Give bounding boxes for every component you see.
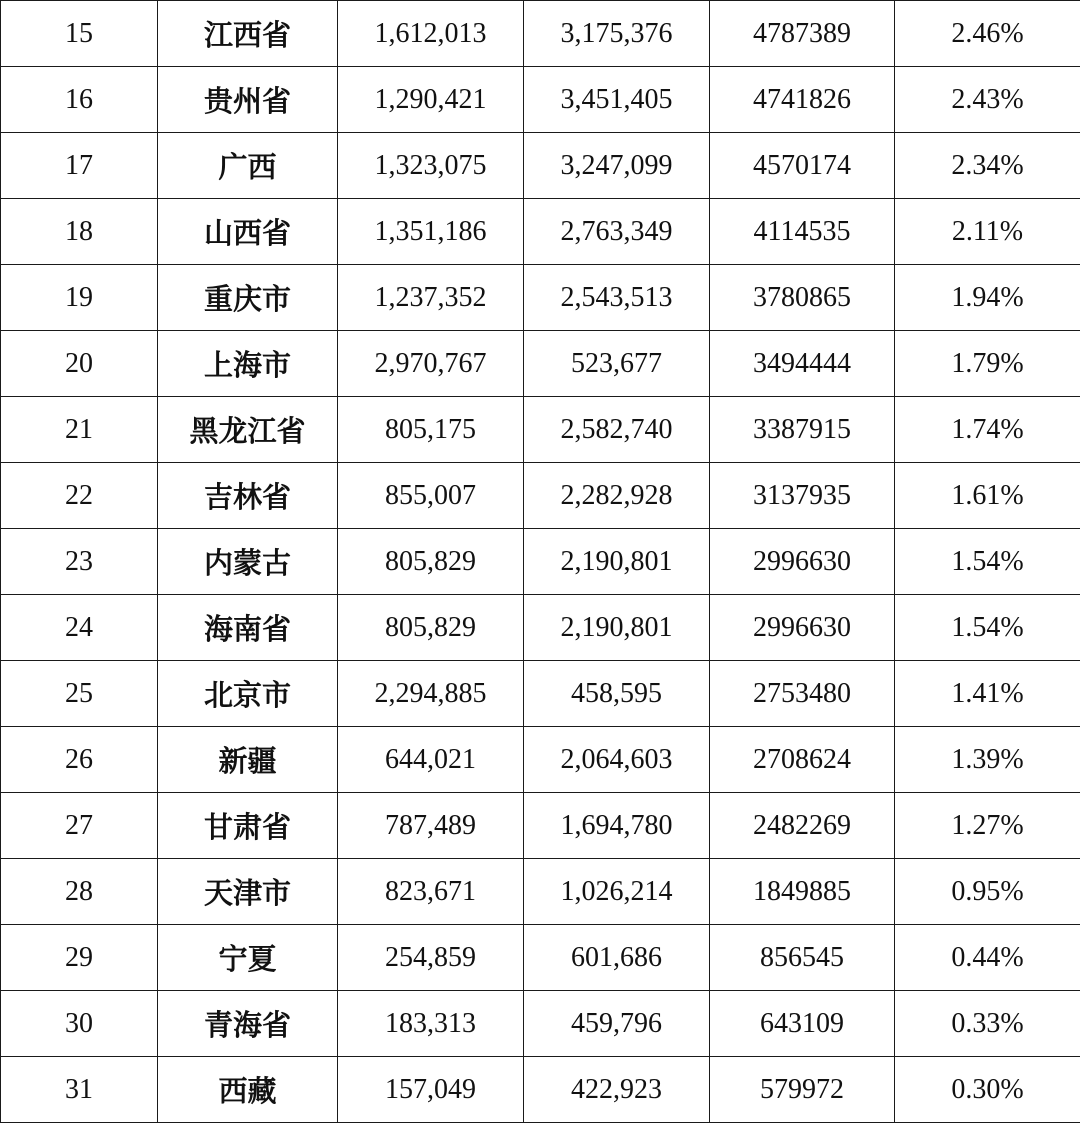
table-row [1, 463, 1080, 529]
total-cell: 1849885 [710, 859, 895, 925]
province-name-cell: 吉林省 [158, 463, 338, 529]
value-b-cell: 2,582,740 [524, 397, 710, 463]
value-a-cell: 1,323,075 [338, 133, 524, 199]
value-a-cell: 787,489 [338, 793, 524, 859]
rank-cell: 29 [1, 925, 158, 991]
rank-cell: 28 [1, 859, 158, 925]
value-b-cell: 2,064,603 [524, 727, 710, 793]
rank-cell: 30 [1, 991, 158, 1057]
value-a-cell: 823,671 [338, 859, 524, 925]
share-percent-cell: 1.54% [895, 529, 1080, 595]
value-a-cell: 254,859 [338, 925, 524, 991]
share-percent-cell: 1.39% [895, 727, 1080, 793]
value-a-cell: 1,290,421 [338, 67, 524, 133]
table-row [1, 265, 1080, 331]
value-b-cell: 1,694,780 [524, 793, 710, 859]
share-percent-cell: 1.41% [895, 661, 1080, 727]
province-name-cell: 上海市 [158, 331, 338, 397]
value-b-cell: 2,763,349 [524, 199, 710, 265]
rank-cell: 16 [1, 67, 158, 133]
value-b-cell: 459,796 [524, 991, 710, 1057]
share-percent-cell: 1.94% [895, 265, 1080, 331]
province-name-cell: 北京市 [158, 661, 338, 727]
value-a-cell: 644,021 [338, 727, 524, 793]
province-name-cell: 新疆 [158, 727, 338, 793]
table-row [1, 133, 1080, 199]
province-name-cell: 贵州省 [158, 67, 338, 133]
value-b-cell: 3,247,099 [524, 133, 710, 199]
total-cell: 3780865 [710, 265, 895, 331]
value-b-cell: 3,175,376 [524, 1, 710, 67]
total-cell: 2996630 [710, 595, 895, 661]
value-a-cell: 1,351,186 [338, 199, 524, 265]
value-a-cell: 1,237,352 [338, 265, 524, 331]
total-cell: 2708624 [710, 727, 895, 793]
table-row [1, 991, 1080, 1057]
province-name-cell: 海南省 [158, 595, 338, 661]
rank-cell: 18 [1, 199, 158, 265]
total-cell: 856545 [710, 925, 895, 991]
rank-cell: 15 [1, 1, 158, 67]
value-a-cell: 2,970,767 [338, 331, 524, 397]
value-a-cell: 2,294,885 [338, 661, 524, 727]
province-name-cell: 内蒙古 [158, 529, 338, 595]
table-row [1, 859, 1080, 925]
value-a-cell: 157,049 [338, 1057, 524, 1123]
total-cell: 2753480 [710, 661, 895, 727]
value-a-cell: 805,829 [338, 595, 524, 661]
table-row [1, 727, 1080, 793]
rank-cell: 25 [1, 661, 158, 727]
value-b-cell: 422,923 [524, 1057, 710, 1123]
share-percent-cell: 1.79% [895, 331, 1080, 397]
value-a-cell: 855,007 [338, 463, 524, 529]
value-b-cell: 523,677 [524, 331, 710, 397]
province-name-cell: 西藏 [158, 1057, 338, 1123]
total-cell: 643109 [710, 991, 895, 1057]
rank-cell: 21 [1, 397, 158, 463]
table-row [1, 925, 1080, 991]
table-row [1, 1, 1080, 67]
total-cell: 4570174 [710, 133, 895, 199]
province-name-cell: 黑龙江省 [158, 397, 338, 463]
table-row [1, 67, 1080, 133]
province-name-cell: 重庆市 [158, 265, 338, 331]
rank-cell: 23 [1, 529, 158, 595]
total-cell: 4787389 [710, 1, 895, 67]
value-b-cell: 2,543,513 [524, 265, 710, 331]
rank-cell: 17 [1, 133, 158, 199]
rank-cell: 26 [1, 727, 158, 793]
value-b-cell: 601,686 [524, 925, 710, 991]
total-cell: 579972 [710, 1057, 895, 1123]
value-b-cell: 2,190,801 [524, 529, 710, 595]
share-percent-cell: 0.95% [895, 859, 1080, 925]
total-cell: 2482269 [710, 793, 895, 859]
value-b-cell: 1,026,214 [524, 859, 710, 925]
rank-cell: 20 [1, 331, 158, 397]
table-row [1, 595, 1080, 661]
total-cell: 3387915 [710, 397, 895, 463]
share-percent-cell: 0.33% [895, 991, 1080, 1057]
table-row [1, 661, 1080, 727]
share-percent-cell: 2.11% [895, 199, 1080, 265]
table-row [1, 397, 1080, 463]
share-percent-cell: 2.46% [895, 1, 1080, 67]
rank-cell: 19 [1, 265, 158, 331]
province-name-cell: 甘肃省 [158, 793, 338, 859]
value-a-cell: 1,612,013 [338, 1, 524, 67]
total-cell: 3137935 [710, 463, 895, 529]
share-percent-cell: 1.61% [895, 463, 1080, 529]
table-row [1, 793, 1080, 859]
share-percent-cell: 1.74% [895, 397, 1080, 463]
share-percent-cell: 0.30% [895, 1057, 1080, 1123]
value-b-cell: 2,190,801 [524, 595, 710, 661]
share-percent-cell: 0.44% [895, 925, 1080, 991]
share-percent-cell: 2.34% [895, 133, 1080, 199]
share-percent-cell: 2.43% [895, 67, 1080, 133]
value-b-cell: 2,282,928 [524, 463, 710, 529]
province-name-cell: 青海省 [158, 991, 338, 1057]
province-name-cell: 广西 [158, 133, 338, 199]
total-cell: 2996630 [710, 529, 895, 595]
table-row [1, 1057, 1080, 1123]
rank-cell: 31 [1, 1057, 158, 1123]
province-name-cell: 山西省 [158, 199, 338, 265]
share-percent-cell: 1.54% [895, 595, 1080, 661]
table-body [1, 1, 1080, 1123]
total-cell: 4741826 [710, 67, 895, 133]
share-percent-cell: 1.27% [895, 793, 1080, 859]
province-name-cell: 江西省 [158, 1, 338, 67]
province-name-cell: 宁夏 [158, 925, 338, 991]
value-a-cell: 805,175 [338, 397, 524, 463]
table-row [1, 529, 1080, 595]
table-row [1, 199, 1080, 265]
value-a-cell: 805,829 [338, 529, 524, 595]
value-a-cell: 183,313 [338, 991, 524, 1057]
rank-cell: 22 [1, 463, 158, 529]
table-row [1, 331, 1080, 397]
total-cell: 3494444 [710, 331, 895, 397]
rank-cell: 27 [1, 793, 158, 859]
province-name-cell: 天津市 [158, 859, 338, 925]
value-b-cell: 458,595 [524, 661, 710, 727]
total-cell: 4114535 [710, 199, 895, 265]
rank-cell: 24 [1, 595, 158, 661]
value-b-cell: 3,451,405 [524, 67, 710, 133]
